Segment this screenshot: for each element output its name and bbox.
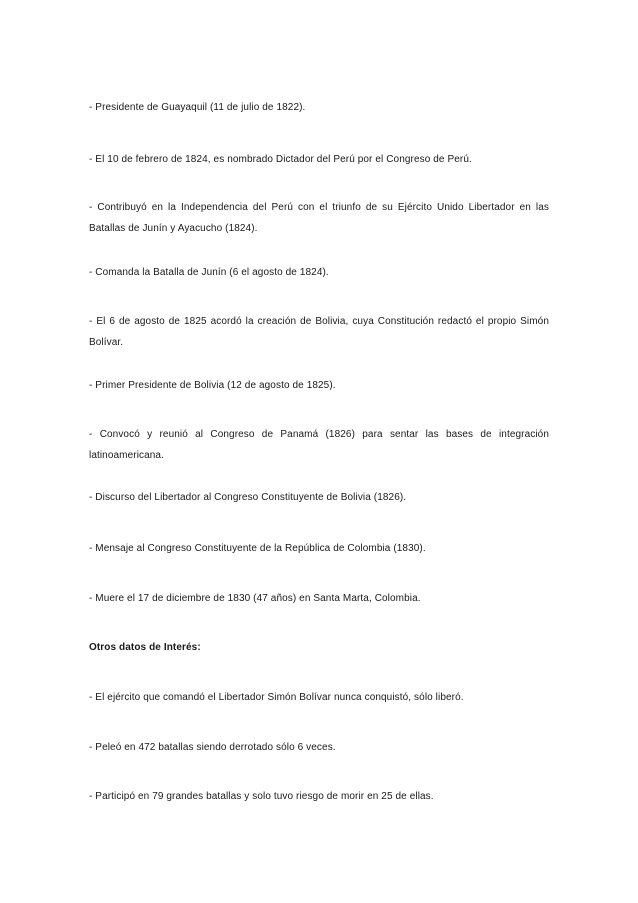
paragraph-junin: - Comanda la Batalla de Junín (6 el agosto de 1824). bbox=[89, 267, 329, 278]
paragraph-batallas: - Peleó en 472 batallas siendo derrotado sólo 6 veces. bbox=[89, 742, 336, 753]
paragraph-discurso: - Discurso del Libertador al Congreso Constituyente de Bolivia (1826). bbox=[89, 492, 407, 503]
paragraph-ejercito: - El ejército que comandó el Libertador Simón Bolívar nunca conquistó, sólo liberó. bbox=[89, 692, 464, 703]
paragraph-independencia: - Contribuyó en la Independencia del Perú con el triunfo de su Ejército Unido Libertador en las Batallas de Junín y Ayacucho (1824). bbox=[89, 202, 549, 234]
paragraph-participo: - Participó en 79 grandes batallas y solo tuvo riesgo de morir en 25 de ellas. bbox=[89, 791, 434, 802]
paragraph-muere: - Muere el 17 de diciembre de 1830 (47 años) en Santa Marta, Colombia. bbox=[89, 593, 421, 604]
paragraph-guayaquil: - Presidente de Guayaquil (11 de julio de 1822). bbox=[89, 102, 306, 113]
paragraph-bolivia-creacion: - El 6 de agosto de 1825 acordó la creación de Bolivia, cuya Constitución redactó el propio Simón Bolívar. bbox=[89, 316, 549, 348]
paragraph-congreso-panama: - Convocó y reunió al Congreso de Panamá (1826) para sentar las bases de integración latinoamericana. bbox=[89, 429, 549, 461]
paragraph-primer-presidente: - Primer Presidente de Bolivia (12 de agosto de 1825). bbox=[89, 380, 336, 391]
paragraph-mensaje: - Mensaje al Congreso Constituyente de la República de Colombia (1830). bbox=[89, 543, 426, 554]
paragraph-dictador: - El 10 de febrero de 1824, es nombrado Dictador del Perú por el Congreso de Perú. bbox=[89, 154, 472, 165]
section-heading: Otros datos de Interés: bbox=[89, 642, 201, 653]
